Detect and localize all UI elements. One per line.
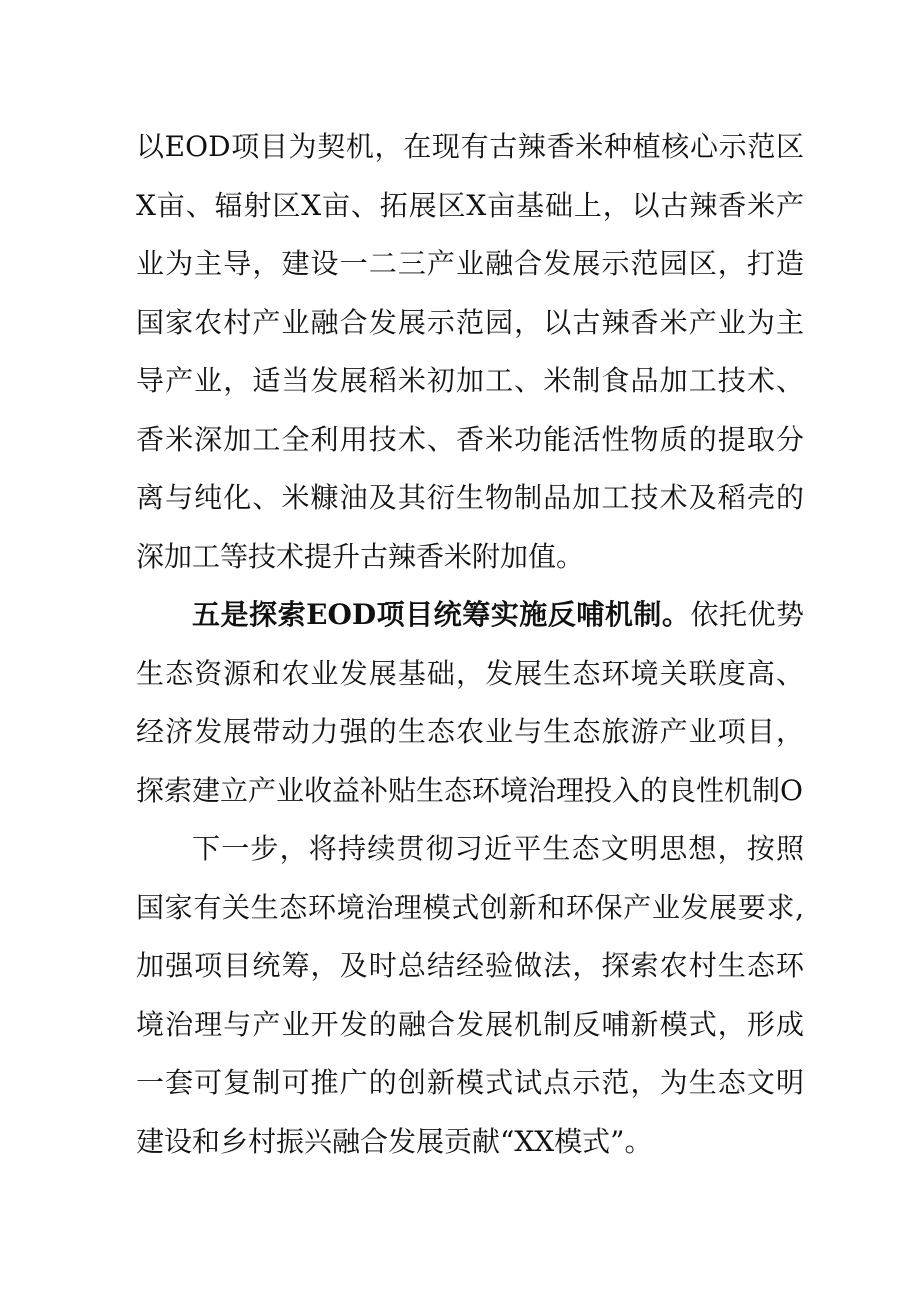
paragraph-text: 下一步，将持续贯彻习近平生态文明思想，按照国家有关生态环境治理模式创新和环保产业发展要求,加强项目统筹，及时总结经验做法，探索农村生态环境治理与产业开发的融合发展机制反哺新模式，形成一套可复制可推广的创新模式试点示范，为生态文明建设和乡村振兴融合发展贡献“XX模式”。: [136, 832, 804, 1158]
paragraph-continuation: [136, 118, 804, 586]
document-body: [136, 118, 804, 1171]
paragraph-measure-five: [136, 586, 804, 820]
paragraph-text: 依托优势生态资源和农业发展基础，发展生态环境关联度高、经济发展带动力强的生态农业与生态旅游产业项目，探索建立产业收益补贴生态环境治理投入的良性机制O: [136, 598, 804, 807]
paragraph-heading: 五是探索EOD项目统筹实施反哺机制。: [192, 598, 691, 631]
paragraph-text: 以EOD项目为契机，在现有古辣香米种植核心示范区X亩、辐射区X亩、拓展区X亩基础上，以古辣香米产业为主导，建设一二三产业融合发展示范园区，打造国家农村产业融合发展示范园，以古辣香米产业为主导产业，适当发展稻米初加工、米制食品加工技术、香米深加工全利用技术、香米功能活性物质的提取分离与纯化、米糠油及其衍生物制品加工技术及稻壳的深加工等技术提升古辣香米附加值。: [136, 130, 804, 573]
paragraph-next-steps: [136, 820, 804, 1171]
